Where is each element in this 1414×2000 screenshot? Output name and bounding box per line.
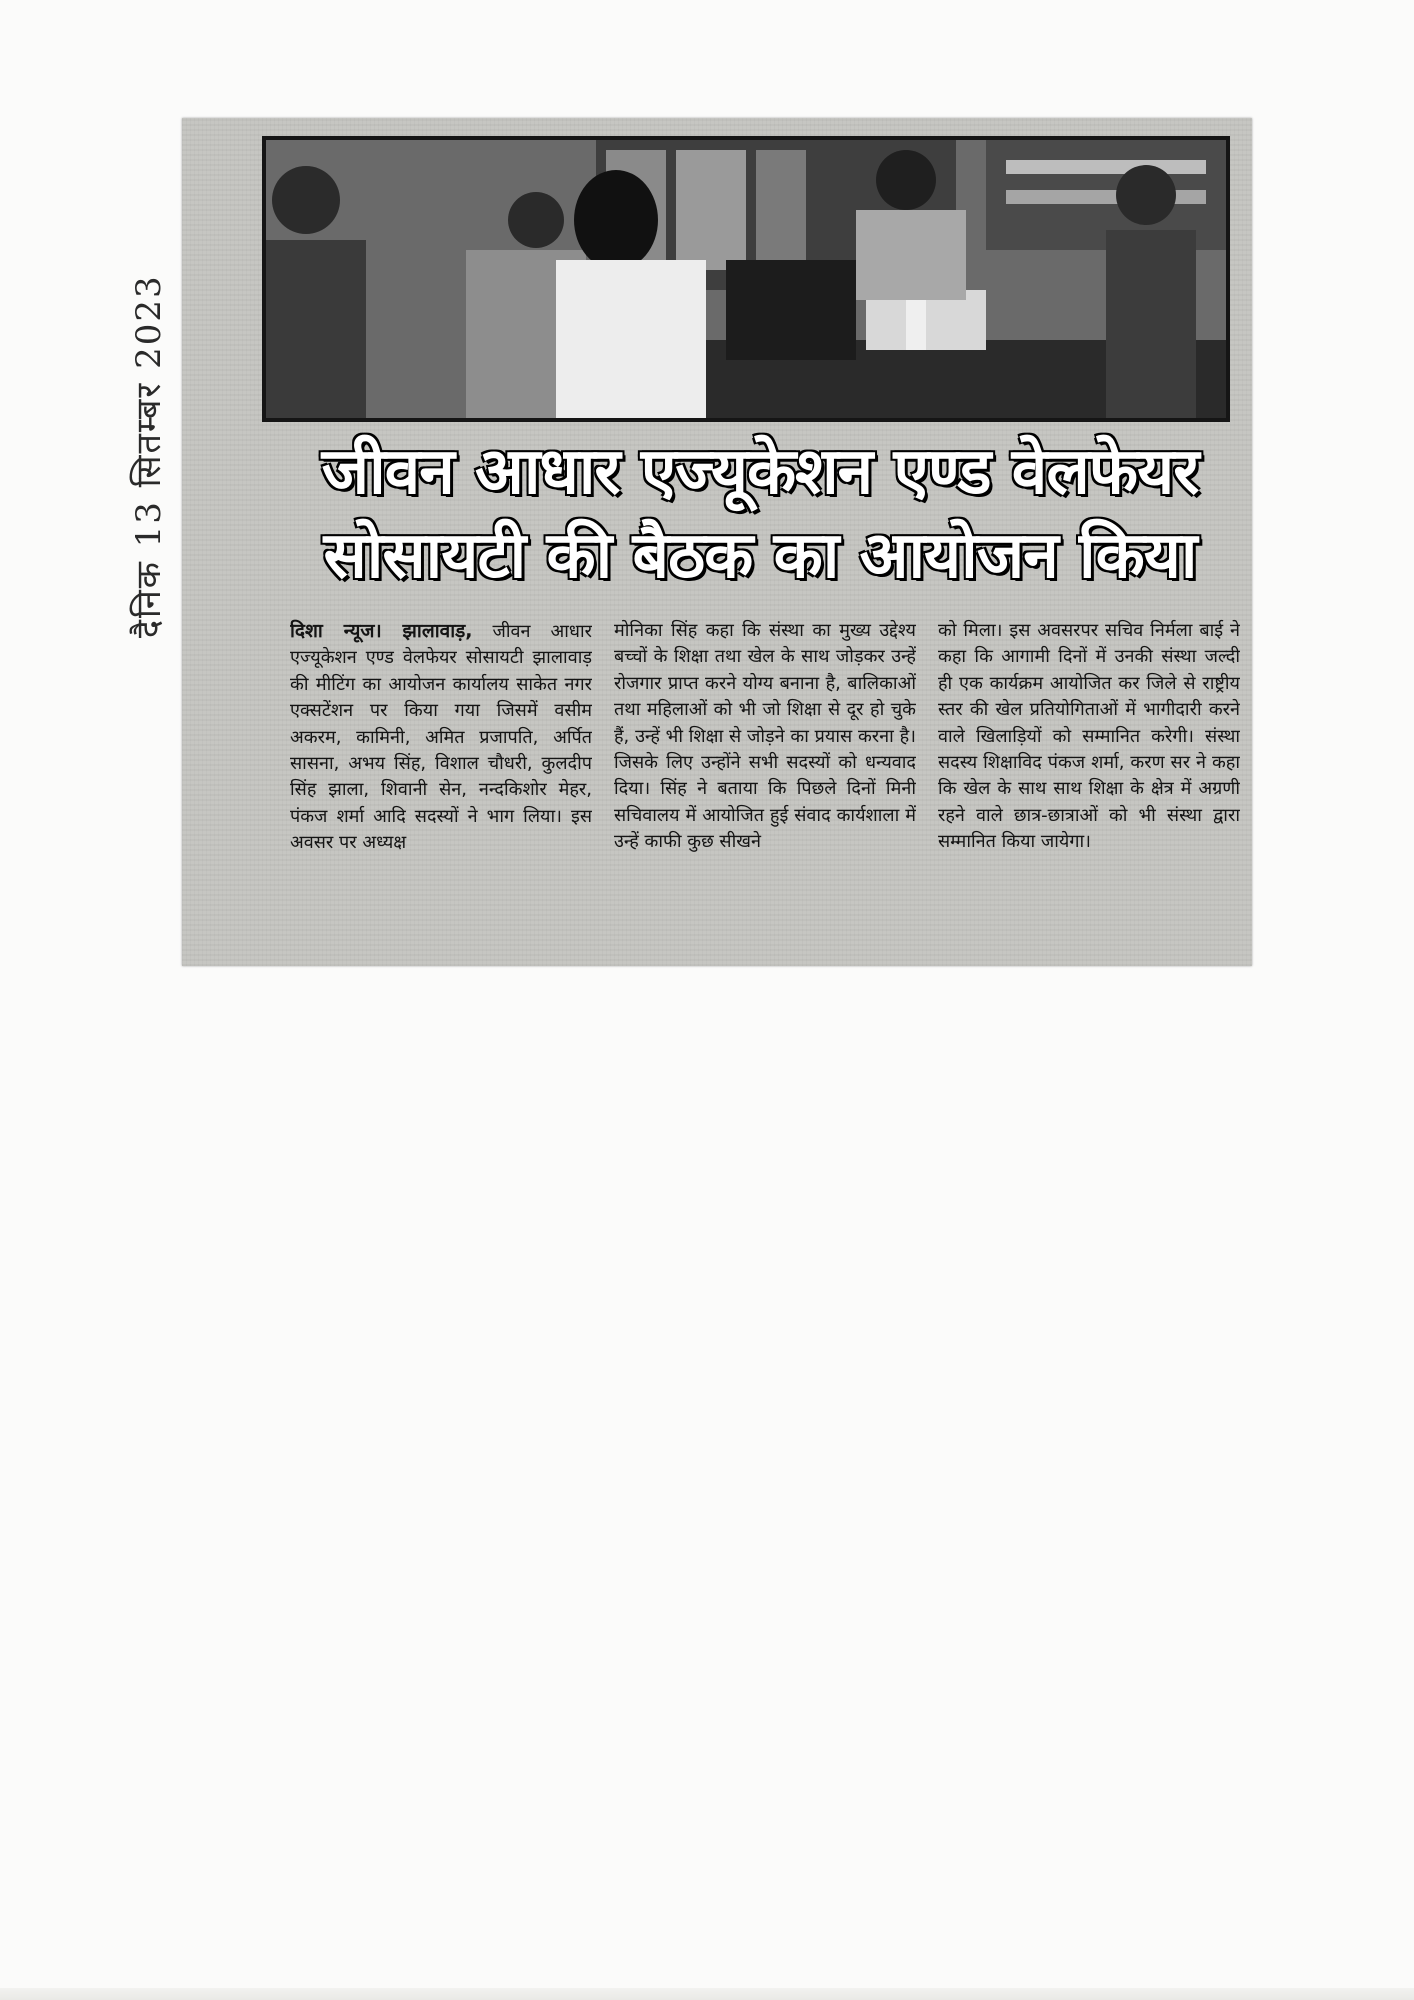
article-column-1-text: जीवन आधार एज्यूकेशन एण्ड वेलफेयर सोसायटी झालावाड़ की मीटिंग का आयोजन कार्यालय साकेत नगर एक्सटेंशन पर किया गया जिसमें वसीम अकरम, कामिनी, अमित प्रजापति, अर्पित सासना, अभय सिंह, विशाल चौधरी, कुलदीप सिंह झाला, शिवानी सेन, नन्दकिशोर मेहर, पंकज शर्मा आदि सदस्यों ने भाग लिया। इस अवसर पर अध्यक्ष [290, 621, 592, 854]
handwritten-date-note: दैनिक 13 सितम्बर 2023 [129, 274, 169, 638]
article-column-2 [614, 618, 916, 958]
headline-line-2: सोसायटी की बैठक का आयोजन किया [323, 519, 1197, 593]
newspaper-clipping [129, 118, 1252, 966]
meeting-photo [262, 136, 1230, 422]
article-body [290, 618, 1240, 958]
article-dateline: दिशा न्यूज। झालावाड़, [290, 620, 473, 642]
headline [290, 430, 1230, 598]
scan-bottom-edge [0, 1988, 1414, 2000]
article-column-1 [290, 618, 592, 958]
headline-line-1: जीवन आधार एज्यूकेशन एण्ड वेलफेयर [321, 435, 1199, 509]
article-column-3-text: को मिला। इस अवसरपर सचिव निर्मला बाई ने कहा कि आगामी दिनों में उनकी संस्था जल्दी ही एक कार्यक्रम आयोजित कर जिले से राष्ट्रीय स्तर की खेल प्रतियोगिताओं में भागीदारी करने वाले खिलाड़ियों को सम्मानित करेगी। संस्था सदस्य शिक्षाविद पंकज शर्मा, करण सर ने कहा कि खेल के साथ साथ शिक्षा के क्षेत्र में अग्रणी रहने वाले छात्र-छात्राओं को भी संस्था द्वारा सम्मानित किया जायेगा। [938, 620, 1240, 853]
article-column-2-text: मोनिका सिंह कहा कि संस्था का मुख्य उद्देश्य बच्चों के शिक्षा तथा खेल के साथ जोड़कर उन्हें रोजगार प्राप्त करने योग्य बनाना है, बालिकाओं तथा महिलाओं को भी जो शिक्षा से दूर हो चुके हैं, उन्हें भी शिक्षा से जोड़ने का प्रयास करना है। जिसके लिए उन्होंने सभी सदस्यों को धन्यवाद दिया। सिंह ने बताया कि पिछले दिनों मिनी सचिवालय में आयोजित हुई संवाद कार्यशाला में उन्हें काफी कुछ सीखने [614, 620, 916, 853]
article-column-3 [938, 618, 1240, 958]
meeting-photo-illustration [266, 140, 1226, 418]
